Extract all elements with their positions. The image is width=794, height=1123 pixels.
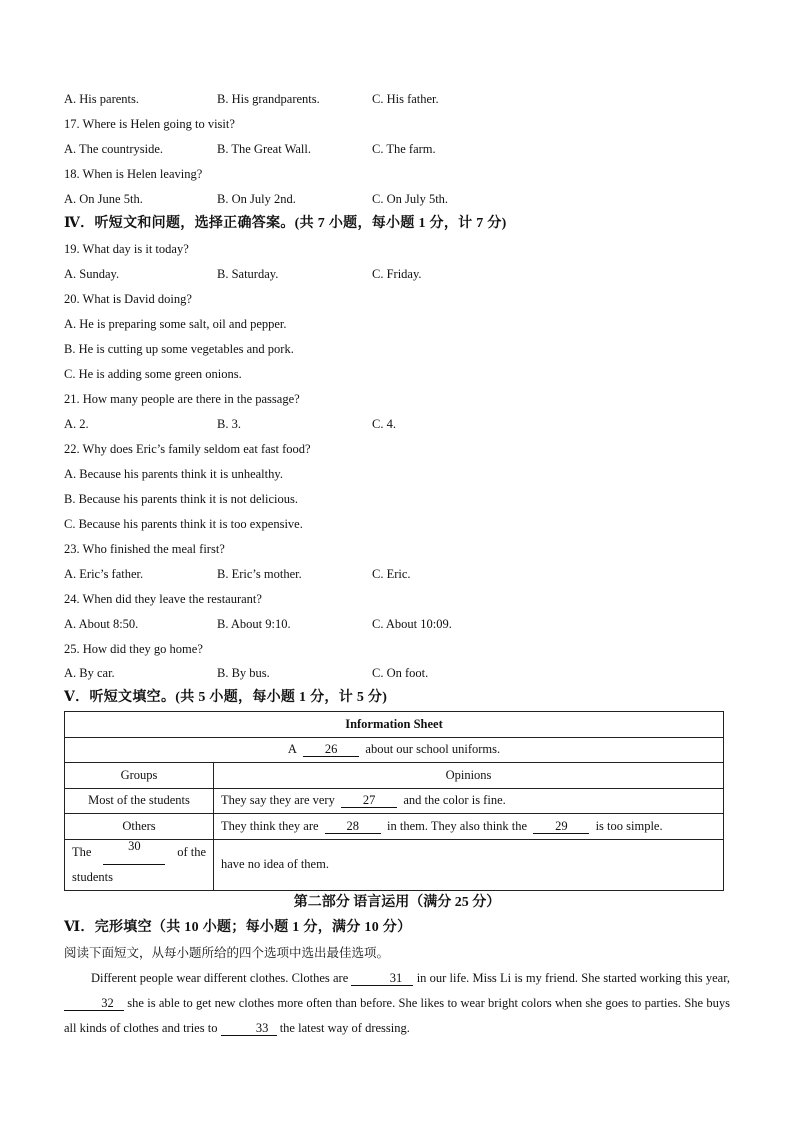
blank-32[interactable]: 32 — [64, 997, 124, 1011]
table-row — [65, 839, 724, 890]
q18-question: 18. When is Helen leaving? — [64, 167, 203, 181]
section-6-heading: Ⅵ．完形填空（共 10 小题；每小题 1 分，满分 10 分） — [64, 920, 412, 935]
q22-option-c[interactable]: C. Because his parents think it is too expensive. — [64, 517, 303, 531]
table-topic-cell — [65, 737, 724, 763]
q19-question: 19. What day is it today? — [64, 242, 189, 256]
table-row — [65, 712, 724, 738]
group-the-students — [65, 839, 214, 890]
blank-33[interactable]: 33 — [221, 1022, 277, 1036]
passage-sentence-2: in our life. Miss Li is my friend. She started working this year, — [416, 971, 731, 985]
q22-option-a[interactable]: A. Because his parents think it is unhealthy. — [64, 467, 283, 481]
q19-option-b[interactable]: B. Saturday. — [217, 267, 279, 281]
blank-30[interactable]: 30 — [103, 840, 165, 865]
q22-option-b[interactable]: B. Because his parents think it is not delicious. — [64, 492, 298, 506]
passage-sentence-4: the latest way of dressing. — [279, 1021, 410, 1035]
q17-question: 17. Where is Helen going to visit? — [64, 117, 235, 131]
passage-sentence-1: Different people wear different clothes. Clothes are — [91, 971, 349, 985]
q17-option-c[interactable]: C. The farm. — [372, 142, 436, 156]
table-row — [65, 763, 724, 789]
section-5-heading: Ⅴ．听短文填空。(共 5 小题，每小题 1 分，计 5 分) — [64, 690, 388, 705]
q16-option-a[interactable]: A. His parents. — [64, 92, 139, 106]
q24-option-a[interactable]: A. About 8:50. — [64, 617, 139, 631]
q23-option-b[interactable]: B. Eric’s mother. — [217, 567, 302, 581]
opinion-others-middle: in them. They also think the — [387, 818, 528, 833]
group-the-suffix: of the — [177, 844, 206, 859]
opinion-the-students: have no idea of them. — [214, 839, 724, 890]
q16-option-b[interactable]: B. His grandparents. — [217, 92, 320, 106]
q20-option-c[interactable]: C. He is adding some green onions. — [64, 367, 242, 381]
opinion-most-prefix: They say they are very — [221, 793, 335, 808]
q21-option-c[interactable]: C. 4. — [372, 417, 396, 431]
q23-question: 23. Who finished the meal first? — [64, 542, 225, 556]
q20-question: 20. What is David doing? — [64, 292, 192, 306]
q19-option-c[interactable]: C. Friday. — [372, 267, 422, 281]
q24-question: 24. When did they leave the restaurant? — [64, 592, 262, 606]
q17-option-b[interactable]: B. The Great Wall. — [217, 142, 311, 156]
q24-option-c[interactable]: C. About 10:09. — [372, 617, 452, 631]
group-students-word: students — [72, 869, 113, 884]
q23-option-a[interactable]: A. Eric’s father. — [64, 567, 144, 581]
opinion-others-prefix: They think they are — [221, 818, 319, 833]
q20-option-a[interactable]: A. He is preparing some salt, oil and pepper. — [64, 317, 287, 331]
q21-option-b[interactable]: B. 3. — [217, 417, 241, 431]
q24-option-b[interactable]: B. About 9:10. — [217, 617, 291, 631]
q21-option-a[interactable]: A. 2. — [64, 417, 89, 431]
q19-option-a[interactable]: A. Sunday. — [64, 267, 120, 281]
table-row — [65, 737, 724, 763]
q23-option-c[interactable]: C. Eric. — [372, 567, 411, 581]
q25-option-a[interactable]: A. By car. — [64, 666, 115, 680]
opinion-others — [214, 814, 724, 840]
opinion-others-suffix: is too simple. — [595, 818, 663, 833]
q18-option-c[interactable]: C. On July 5th. — [372, 192, 449, 206]
topic-suffix: about our school uniforms. — [365, 742, 501, 757]
blank-28[interactable]: 28 — [325, 820, 381, 834]
opinion-most-suffix: and the color is fine. — [403, 793, 506, 808]
header-opinions: Opinions — [214, 763, 724, 789]
section-4-heading: Ⅳ．听短文和问题，选择正确答案。(共 7 小题，每小题 1 分，计 7 分) — [64, 216, 507, 231]
q18-option-a[interactable]: A. On June 5th. — [64, 192, 143, 206]
q17-option-a[interactable]: A. The countryside. — [64, 142, 164, 156]
q25-question: 25. How did they go home? — [64, 642, 203, 656]
group-most-students: Most of the students — [65, 788, 214, 814]
cloze-instructions: 阅读下面短文，从每小题所给的四个选项中选出最佳选项。 — [64, 945, 390, 960]
passage-sentence-3: she is able to get new clothes more often than before. She likes to wear bright colors when she goes to parties. She buys all kinds of clothes and tries to — [64, 996, 730, 1035]
blank-27[interactable]: 27 — [341, 794, 397, 808]
information-sheet-table — [64, 711, 724, 891]
q22-question: 22. Why does Eric’s family seldom eat fast food? — [64, 442, 311, 456]
part-2-heading: 第二部分 语言运用（满分 25 分） — [293, 895, 501, 910]
q25-option-c[interactable]: C. On foot. — [372, 666, 429, 680]
q21-question: 21. How many people are there in the passage? — [64, 392, 300, 406]
q18-option-b[interactable]: B. On July 2nd. — [217, 192, 296, 206]
group-the-prefix: The — [72, 844, 92, 859]
opinion-most-students — [214, 788, 724, 814]
table-row — [65, 814, 724, 840]
cloze-passage — [64, 966, 730, 1041]
table-row — [65, 788, 724, 814]
header-groups: Groups — [65, 763, 214, 789]
blank-31[interactable]: 31 — [351, 972, 413, 986]
q16-option-c[interactable]: C. His father. — [372, 92, 439, 106]
blank-26[interactable]: 26 — [303, 743, 359, 757]
q20-option-b[interactable]: B. He is cutting up some vegetables and pork. — [64, 342, 294, 356]
topic-prefix: A — [287, 742, 297, 757]
blank-29[interactable]: 29 — [533, 820, 589, 834]
table-title: Information Sheet — [65, 712, 724, 738]
q25-option-b[interactable]: B. By bus. — [217, 666, 270, 680]
group-others: Others — [65, 814, 214, 840]
